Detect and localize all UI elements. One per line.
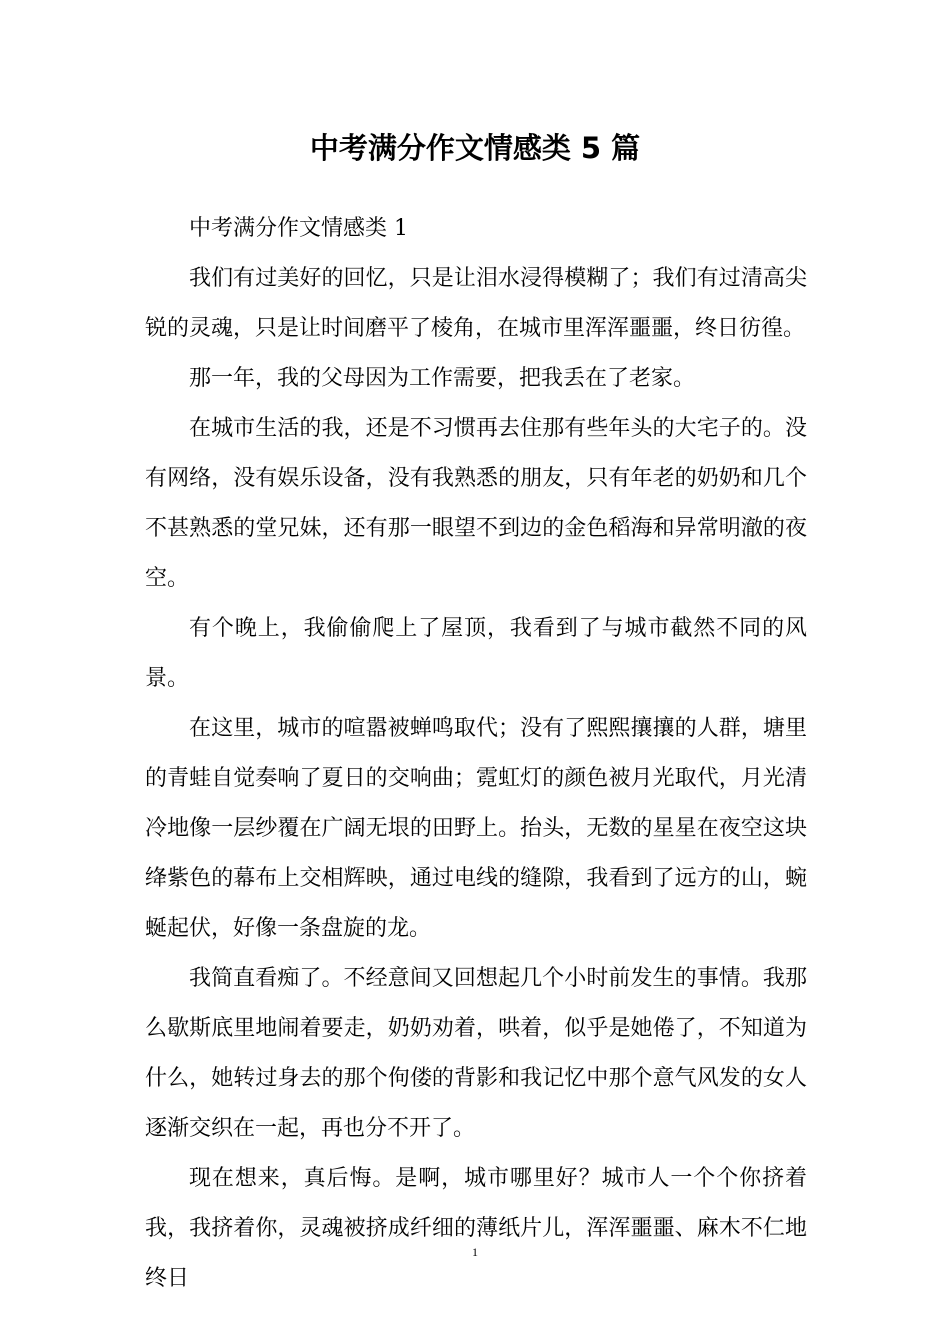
paragraph: 有个晚上，我偷偷爬上了屋顶，我看到了与城市截然不同的风景。 [145,616,807,691]
section-heading: 中考满分作文情感类 1 [189,216,408,241]
paragraph: 在这里，城市的喧嚣被蝉鸣取代；没有了熙熙攘攘的人群，塘里的青蛙自觉奏响了夏日的交响曲；霓虹灯的颜色被月光取代，月光清冷地像一层纱覆在广阔无垠的田野上。抬头，无数的星星在夜空这块绛紫色的幕布上交相辉映，通过电线的缝隙，我看到了远方的山，蜿蜒起伏，好像一条盘旋的龙。 [145,716,807,941]
paragraph: 我简直看痴了。不经意间又回想起几个小时前发生的事情。我那么歇斯底里地闹着要走，奶奶劝着，哄着，似乎是她倦了，不知道为什么，她转过身去的那个佝偻的背影和我记忆中那个意气风发的女人逐渐交织在一起，再也分不开了。 [145,966,807,1141]
paragraph: 现在想来，真后悔。是啊，城市哪里好？城市人一个个你挤着我，我挤着你，灵魂被挤成纤细的薄纸片儿，浑浑噩噩、麻木不仁地终日 [145,1166,807,1291]
document-title: 中考满分作文情感类 5 篇 [309,131,641,165]
paragraph: 我们有过美好的回忆，只是让泪水浸得模糊了；我们有过清高尖锐的灵魂，只是让时间磨平了棱角，在城市里浑浑噩噩，终日彷徨。 [145,266,807,341]
paragraph: 在城市生活的我，还是不习惯再去住那有些年头的大宅子的。没有网络，没有娱乐设备，没有我熟悉的朋友，只有年老的奶奶和几个不甚熟悉的堂兄妹，还有那一眼望不到边的金色稻海和异常明澈的夜空。 [145,416,807,591]
paragraph: 那一年，我的父母因为工作需要，把我丢在了老家。 [189,366,696,391]
page-number: 1 [472,1245,478,1259]
document-body [145,204,807,1304]
